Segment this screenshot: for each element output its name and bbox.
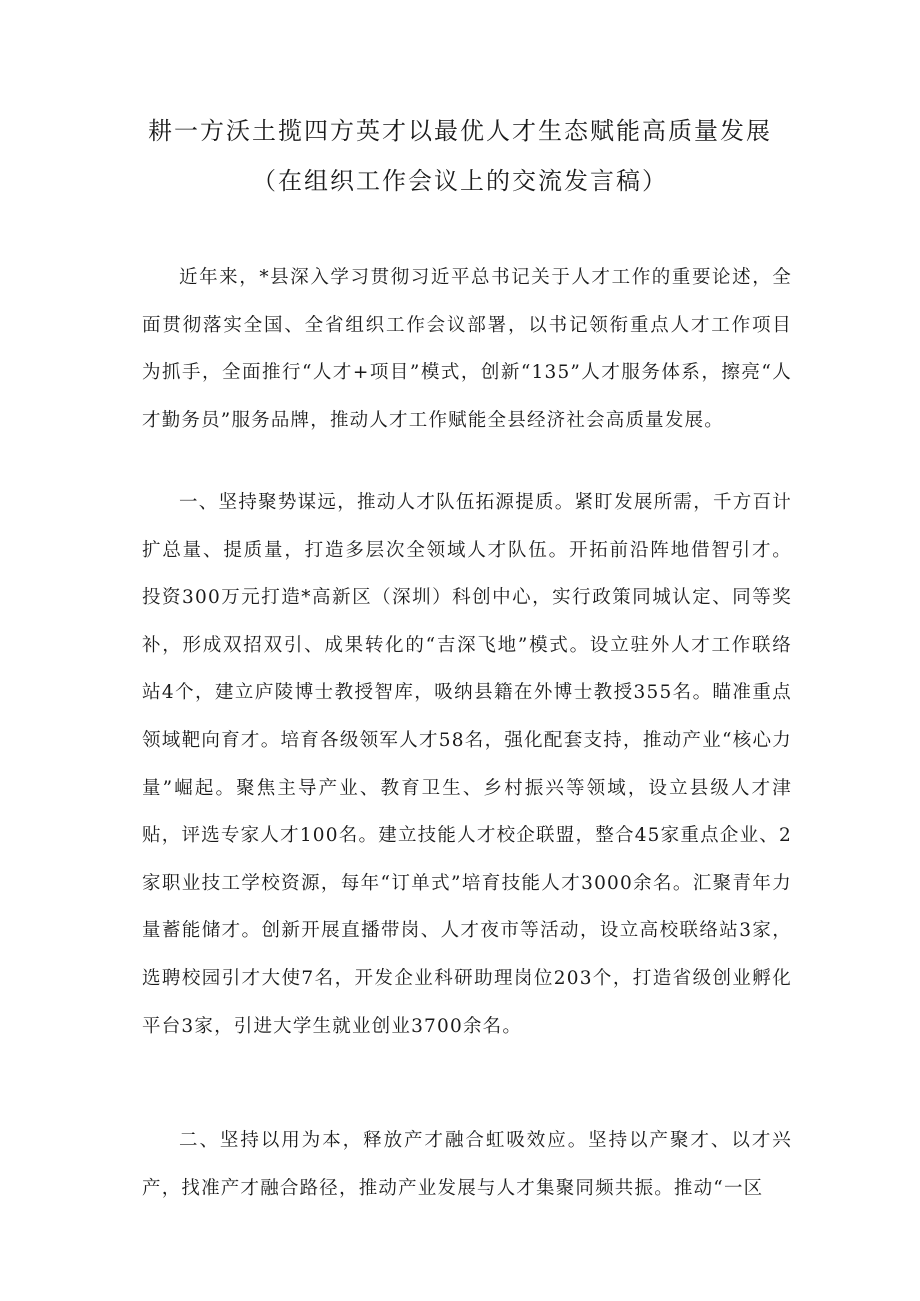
paragraph-intro: 近年来，*县深入学习贯彻习近平总书记关于人才工作的重要论述，全面贯彻落实全国、全省组织工作会议部署，以书记领衔重点人才工作项目为抓手，全面推行“人才+项目”模式，创新“135”人才服务体系，擦亮“人才勤务员”服务品牌，推动人才工作赋能全县经济社会高质量发展。 <box>142 267 792 431</box>
document-subtitle: （在组织工作会议上的交流发言稿） <box>252 167 668 195</box>
document-title: 耕一方沃土揽四方英才以最优人才生态赋能高质量发展 <box>148 117 772 145</box>
paragraph-section-one: 一、坚持聚势谋远，推动人才队伍拓源提质。紧盯发展所需，千方百计扩总量、提质量，打造多层次全领域人才队伍。开拓前沿阵地借智引才。投资300万元打造*高新区（深圳）科创中心，实行政策同城认定、同等奖补，形成双招双引、成果转化的“吉深飞地”模式。设立驻外人才工作联络站4个，建立庐陵博士教授智库，吸纳县籍在外博士教授355名。瞄准重点领域靶向育才。培育各级领军人才58名，强化配套支持，推动产业“核心力量”崛起。聚焦主导产业、教育卫生、乡村振兴等领域，设立县级人才津贴，评选专家人才100名。建立技能人才校企联盟，整合45家重点企业、2家职业技工学校资源，每年“订单式”培育技能人才3000余名。汇聚青年力量蓄能储才。创新开展直播带岗、人才夜市等活动，设立高校联络站3家，选聘校园引才大使7名，开发企业科研助理岗位203个，打造省级创业孵化平台3家，引进大学生就业创业3700余名。 <box>142 492 792 1037</box>
paragraph-section-two: 二、坚持以用为本，释放产才融合虹吸效应。坚持以产聚才、以才兴产，找准产才融合路径，推动产业发展与人才集聚同频共振。推动“一区 <box>142 1130 792 1199</box>
